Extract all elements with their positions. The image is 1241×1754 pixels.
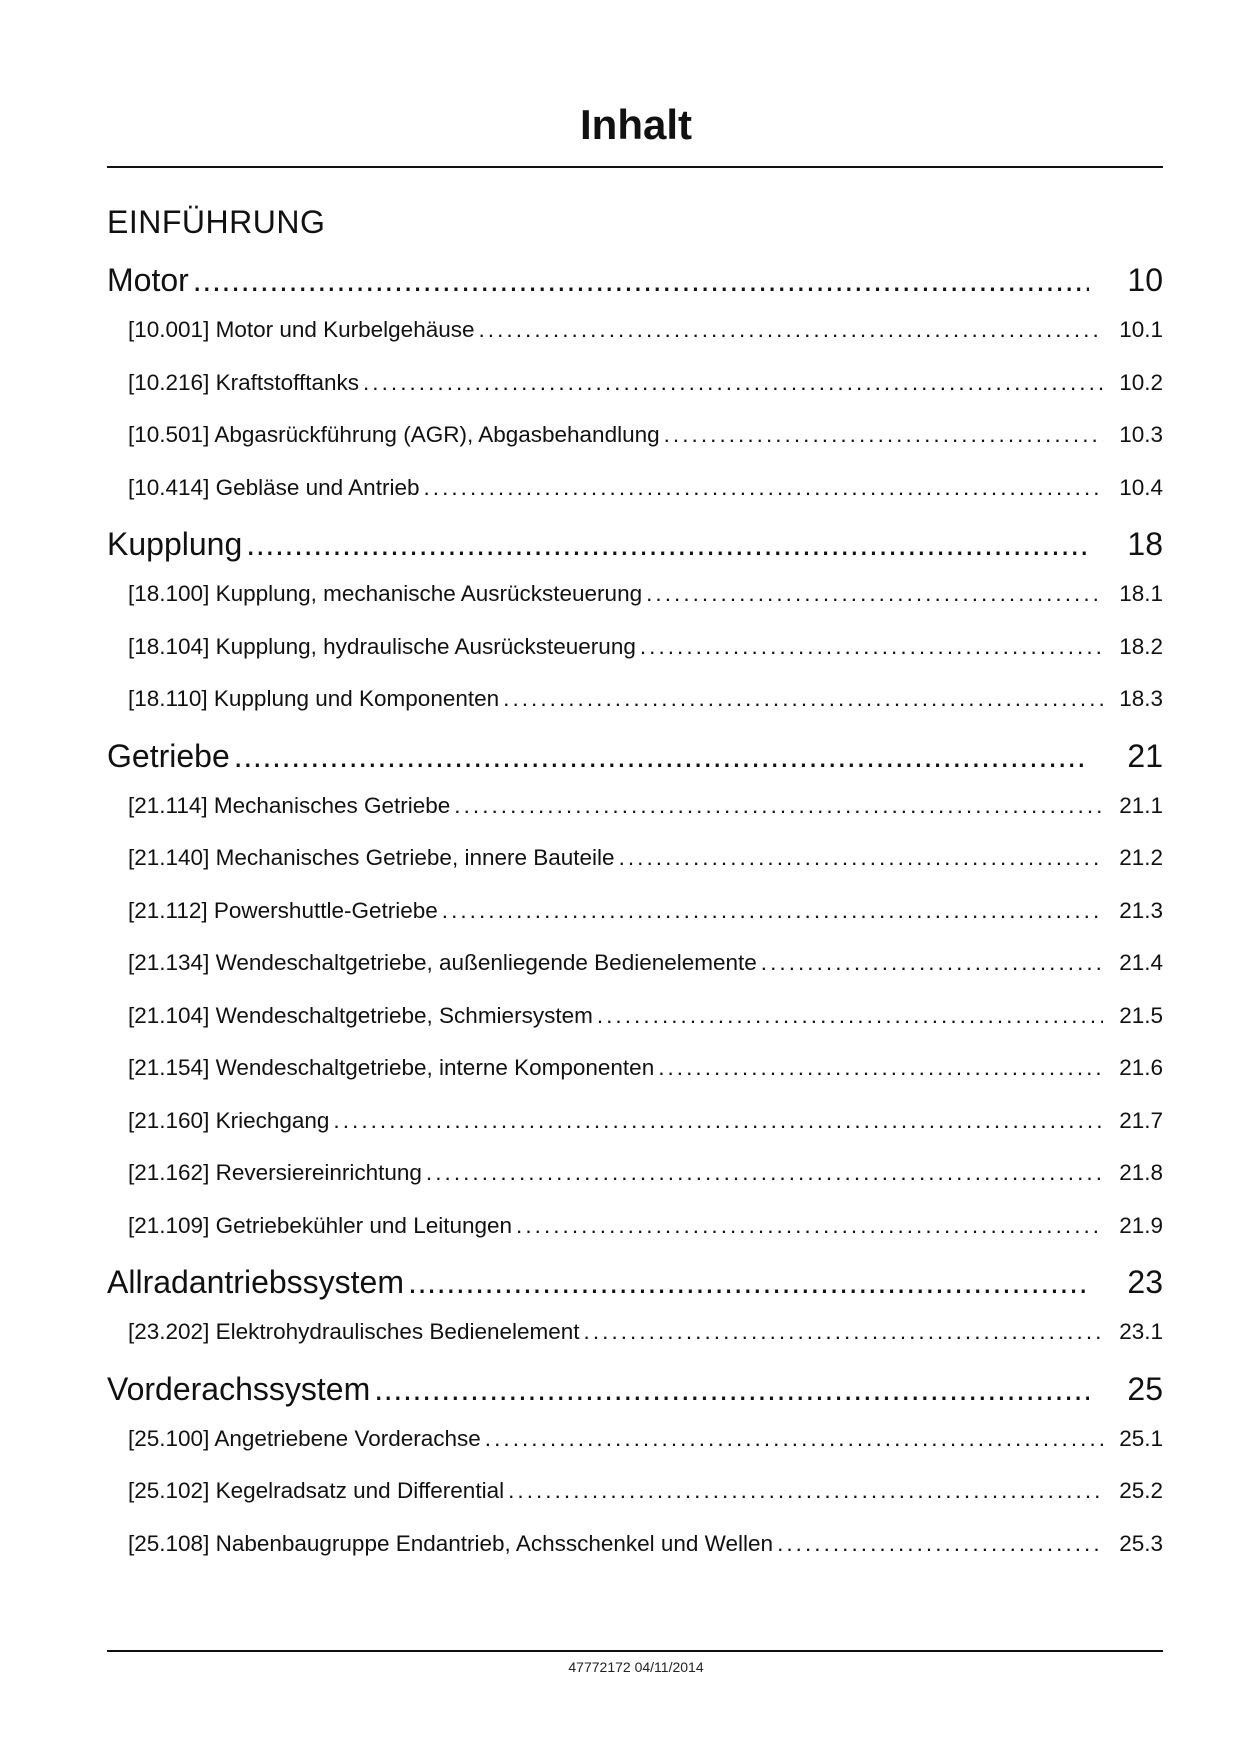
section-label: Allradantriebssystem: [107, 1264, 404, 1300]
toc-entry[interactable]: [107, 1152, 1163, 1205]
entry-page: 21.7: [1119, 1107, 1163, 1133]
entry-page: 10.2: [1119, 369, 1163, 395]
toc-section-vorderachssystem[interactable]: [107, 1364, 1163, 1418]
toc-entry[interactable]: [107, 942, 1163, 995]
toc-entry[interactable]: [107, 995, 1163, 1048]
dot-leader: [761, 948, 1103, 978]
dot-leader: [508, 1476, 1103, 1506]
toc-entry[interactable]: [107, 414, 1163, 467]
entry-label: [21.160] Kriechgang: [128, 1107, 330, 1133]
dot-leader: [234, 731, 1089, 781]
toc-entry[interactable]: [107, 1470, 1163, 1523]
section-page: 18: [1127, 526, 1163, 562]
entry-page: 21.9: [1119, 1212, 1163, 1238]
entry-label: [10.414] Gebläse und Antrieb: [128, 474, 420, 500]
entry-page: 21.4: [1119, 950, 1163, 975]
dot-leader: [777, 1529, 1103, 1559]
table-of-contents: [107, 255, 1163, 1575]
entry-page: 25.1: [1119, 1425, 1163, 1451]
entry-label: [10.001] Motor und Kurbelgehäuse: [128, 317, 475, 342]
dot-leader: [503, 684, 1103, 714]
entry-label: [10.216] Kraftstofftanks: [128, 369, 359, 395]
entry-page: 18.1: [1119, 581, 1163, 606]
entry-label: [18.100] Kupplung, mechanische Ausrücksteuerung: [128, 581, 643, 606]
entry-label: [21.134] Wendeschaltgetriebe, außenliegende Bedienelemente: [128, 950, 757, 975]
toc-entry[interactable]: [107, 1205, 1163, 1258]
toc-section-motor[interactable]: [107, 255, 1163, 309]
entry-label: [18.110] Kupplung und Komponenten: [128, 686, 500, 711]
section-label: Getriebe: [107, 737, 230, 774]
entry-label: [25.108] Nabenbaugruppe Endantrieb, Achsschenkel und Wellen: [128, 1530, 774, 1556]
toc-entry[interactable]: [107, 1047, 1163, 1100]
dot-leader: [664, 420, 1103, 450]
dot-leader: [426, 1158, 1103, 1188]
section-page: 21: [1127, 737, 1163, 774]
toc-section-getriebe[interactable]: [107, 731, 1163, 785]
dot-leader: [454, 791, 1103, 821]
dot-leader: [485, 1424, 1103, 1454]
toc-section-kupplung[interactable]: [107, 519, 1163, 573]
entry-label: [21.162] Reversiereinrichtung: [128, 1160, 422, 1185]
entry-label: [21.140] Mechanisches Getriebe, innere Bauteile: [128, 845, 615, 870]
entry-label: [21.114] Mechanisches Getriebe: [128, 792, 451, 818]
toc-entry[interactable]: [107, 626, 1163, 679]
footer-document-id: 47772172 04/11/2014: [568, 1659, 704, 1675]
entry-page: 10.1: [1119, 317, 1163, 342]
entry-label: [18.104] Kupplung, hydraulische Ausrücksteuerung: [128, 633, 636, 659]
dot-leader: [363, 368, 1103, 398]
entry-label: [21.109] Getriebekühler und Leitungen: [128, 1212, 513, 1238]
entry-label: [21.104] Wendeschaltgetriebe, Schmiersystem: [128, 1002, 593, 1028]
entry-page: 25.2: [1119, 1478, 1163, 1503]
entry-page: 25.3: [1119, 1530, 1163, 1556]
section-label: Vorderachssystem: [107, 1370, 371, 1407]
dot-leader: [374, 1364, 1089, 1414]
entry-page: 21.2: [1119, 845, 1163, 870]
toc-entry[interactable]: [107, 309, 1163, 362]
section-page: 25: [1127, 1370, 1163, 1407]
page-title: Inhalt: [580, 101, 692, 148]
dot-leader: [584, 1317, 1103, 1347]
entry-page: 10.4: [1119, 474, 1163, 500]
toc-entry[interactable]: [107, 362, 1163, 415]
section-page: 10: [1127, 262, 1163, 298]
toc-entry[interactable]: [107, 1311, 1163, 1364]
entry-page: 21.8: [1119, 1160, 1163, 1185]
entry-page: 23.1: [1119, 1319, 1163, 1344]
entry-page: 18.2: [1119, 633, 1163, 659]
entry-page: 21.3: [1119, 897, 1163, 923]
toc-entry[interactable]: [107, 1523, 1163, 1576]
toc-entry[interactable]: [107, 785, 1163, 838]
toc-entry[interactable]: [107, 467, 1163, 520]
dot-leader: [646, 579, 1103, 609]
intro-heading: EINFÜHRUNG: [107, 204, 326, 240]
dot-leader: [246, 519, 1089, 569]
toc-entry[interactable]: [107, 1418, 1163, 1471]
entry-page: 21.5: [1119, 1002, 1163, 1028]
entry-page: 21.6: [1119, 1055, 1163, 1080]
dot-leader: [640, 632, 1103, 662]
dot-leader: [193, 255, 1089, 305]
entry-label: [10.501] Abgasrückführung (AGR), Abgasbehandlung: [128, 422, 660, 447]
toc-entry[interactable]: [107, 837, 1163, 890]
dot-leader: [442, 896, 1103, 926]
entry-page: 18.3: [1119, 686, 1163, 711]
toc-section-allradantriebssystem[interactable]: [107, 1257, 1163, 1311]
entry-label: [23.202] Elektrohydraulisches Bedienelement: [128, 1319, 580, 1344]
section-page: 23: [1127, 1264, 1163, 1300]
entry-label: [21.112] Powershuttle-Getriebe: [128, 897, 438, 923]
dot-leader: [597, 1001, 1103, 1031]
toc-entry[interactable]: [107, 890, 1163, 943]
entry-label: [21.154] Wendeschaltgetriebe, interne Komponenten: [128, 1055, 655, 1080]
toc-entry[interactable]: [107, 1100, 1163, 1153]
entry-label: [25.100] Angetriebene Vorderachse: [128, 1425, 481, 1451]
dot-leader: [408, 1257, 1089, 1307]
entry-page: 10.3: [1119, 422, 1163, 447]
dot-leader: [479, 315, 1104, 345]
section-label: Kupplung: [107, 526, 243, 562]
dot-leader: [658, 1053, 1103, 1083]
dot-leader: [619, 843, 1103, 873]
toc-entry[interactable]: [107, 573, 1163, 626]
entry-page: 21.1: [1119, 792, 1163, 818]
section-label: Motor: [107, 262, 189, 298]
dot-leader: [516, 1211, 1103, 1241]
dot-leader: [333, 1106, 1103, 1136]
entry-label: [25.102] Kegelradsatz und Differential: [128, 1478, 505, 1503]
title-divider: [107, 166, 1163, 168]
dot-leader: [423, 473, 1103, 503]
toc-entry[interactable]: [107, 678, 1163, 731]
footer-divider: [107, 1650, 1163, 1652]
